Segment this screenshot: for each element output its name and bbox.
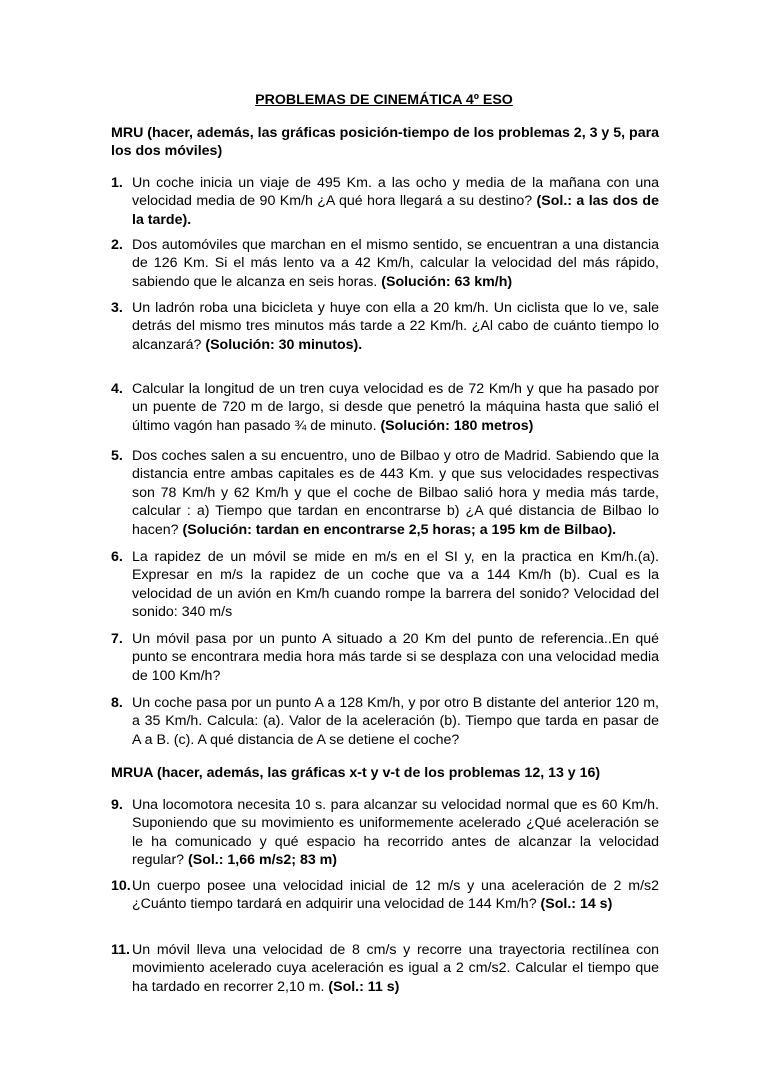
problem-7 bbox=[111, 630, 659, 685]
problem-number: 6. bbox=[111, 549, 123, 565]
problem-text: Dos coches salen a su encuentro, uno de Bilbao y otro de Madrid. Sabiendo que la distancia entre ambas capitales es de 443 Km. y que sus velocidades respectivas son 78 Km/h y 62 Km/h y que el coche de Bilbao salió hora y media más tarde, calcular : a) Tiempo que tardan en encontrarse b) ¿A qué distancia de Bilbao lo hacen? bbox=[132, 448, 659, 538]
problem-solution: (Sol.: 1,66 m/s2; 83 m) bbox=[188, 852, 338, 869]
problem-solution: (Solución: 30 minutos). bbox=[205, 336, 363, 353]
problem-text: Un coche pasa por un punto A a 128 Km/h, y por otro B distante del anterior 120 m, a 35 Km/h. Calcula: (a). Valor de la aceleración (b). Tiempo que tarda en pasar de A a B. (c). A qué distancia de A se detiene el coche? bbox=[132, 695, 659, 748]
problem-text: Una locomotora necesita 10 s. para alcanzar su velocidad normal que es 60 Km/h. Suponiendo que su movimiento es uniformemente acelerado ¿Qué aceleración se le ha comunicado y qué espacio ha recorrido antes de alcanzar la velocidad regular? bbox=[132, 797, 659, 869]
problem-4 bbox=[111, 380, 659, 435]
problem-5 bbox=[111, 447, 659, 539]
problem-solution: (Sol.: 14 s) bbox=[540, 896, 613, 913]
problem-8 bbox=[111, 694, 659, 749]
problem-1 bbox=[111, 174, 659, 229]
section-heading-mrua: MRUA (hacer, además, las gráficas x-t y v-t de los problemas 12, 13 y 16) bbox=[111, 765, 601, 781]
problem-solution: (Solución: tardan en encontrarse 2,5 horas; a 195 km de Bilbao). bbox=[182, 521, 617, 538]
problem-solution: (Solución: 63 km/h) bbox=[381, 273, 513, 290]
section-heading-mru: MRU (hacer, además, las gráficas posición-tiempo de los problemas 2, 3 y 5, para los dos móviles) bbox=[111, 125, 659, 160]
problem-number: 1. bbox=[111, 175, 123, 191]
problem-number: 3. bbox=[111, 300, 123, 316]
problem-number: 9. bbox=[111, 797, 123, 813]
problem-number: 4. bbox=[111, 381, 123, 397]
problem-number: 5. bbox=[111, 448, 123, 464]
page-title: PROBLEMAS DE CINEMÁTICA 4º ESO bbox=[255, 92, 513, 108]
problem-9 bbox=[111, 796, 659, 870]
problem-text: Un móvil pasa por un punto A situado a 20 Km del punto de referencia..En qué punto se encontrara media hora más tarde si se desplaza con una velocidad media de 100 Km/h? bbox=[132, 631, 659, 684]
problem-number: 7. bbox=[111, 631, 123, 647]
problem-6 bbox=[111, 548, 659, 622]
problem-number: 2. bbox=[111, 237, 123, 253]
problem-text: Un ladrón roba una bicicleta y huye con ella a 20 km/h. Un ciclista que lo ve, sale detrás del mismo tres minutos más tarde a 22 Km/h. ¿Al cabo de cuánto tiempo lo alcanzará? bbox=[132, 300, 659, 353]
problem-3 bbox=[111, 299, 659, 354]
problem-text: Un coche inicia un viaje de 495 Km. a las ocho y media de la mañana con una velocidad media de 90 Km/h ¿A qué hora llegará a su destino? bbox=[132, 175, 659, 210]
problem-text: Un cuerpo posee una velocidad inicial de 12 m/s y una aceleración de 2 m/s2 ¿Cuánto tiempo tardará en adquirir una velocidad de 144 Km/h? bbox=[132, 878, 659, 913]
problem-text: La rapidez de un móvil se mide en m/s en el SI y, en la practica en Km/h.(a). Expresar en m/s la rapidez de un coche que va a 144 Km/h (b). Cual es la velocidad de un avión en Km/h cuando rompe la barrera del sonido? Velocidad del sonido: 340 m/s bbox=[132, 549, 659, 621]
problem-text: Dos automóviles que marchan en el mismo sentido, se encuentran a una distancia de 126 Km. Si el más lento va a 42 Km/h, calcular la velocidad del más rápido, sabiendo que le alcanza en seis horas. bbox=[132, 237, 659, 290]
problem-solution: (Sol.: 11 s) bbox=[328, 978, 400, 995]
problem-number: 11. bbox=[111, 942, 130, 958]
problem-text: Un móvil lleva una velocidad de 8 cm/s y recorre una trayectoria rectilínea con movimiento acelerado cuya aceleración es igual a 2 cm/s2. Calcular el tiempo que ha tardado en recorrer 2,10 m. bbox=[132, 942, 659, 995]
problem-2 bbox=[111, 236, 659, 291]
problem-number: 10. bbox=[111, 878, 131, 894]
problem-11 bbox=[111, 941, 659, 996]
problem-10 bbox=[111, 877, 659, 914]
problem-number: 8. bbox=[111, 695, 123, 711]
problem-text: Calcular la longitud de un tren cuya velocidad es de 72 Km/h y que ha pasado por un puente de 720 m de largo, si desde que penetró la máquina hasta que salió el último vagón han pasado ¾ de minuto. bbox=[132, 381, 659, 434]
problem-solution: (Sol.: a las dos de la tarde). bbox=[132, 193, 659, 228]
problem-solution: (Solución: 180 metros) bbox=[380, 417, 534, 434]
